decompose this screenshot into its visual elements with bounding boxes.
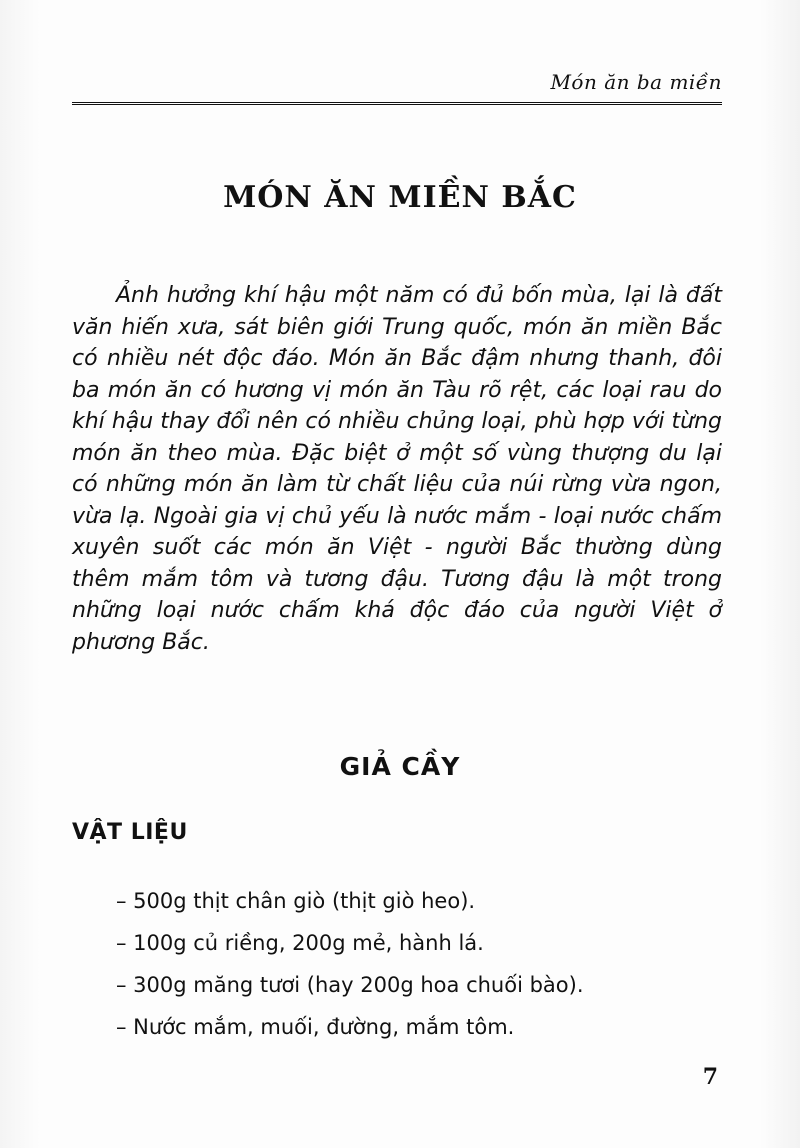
- chapter-title: MÓN ĂN MIỀN BẮC: [223, 180, 577, 215]
- ingredient-item: – 500g thịt chân giò (thịt giò heo).: [116, 889, 476, 913]
- running-header: Món ăn ba miền: [550, 70, 722, 94]
- ingredients-list: [116, 880, 584, 1048]
- ingredient-item: – Nước mắm, muối, đường, mắm tôm.: [116, 1015, 515, 1039]
- ingredient-item: – 100g củ riềng, 200g mẻ, hành lá.: [116, 931, 484, 955]
- recipe-title: GIẢ CẦY: [339, 752, 461, 781]
- ingredients-heading: VẬT LIỆU: [72, 820, 188, 845]
- header-rule: [72, 102, 722, 105]
- intro-paragraph: Ảnh hưởng khí hậu một năm có đủ bốn mùa, lại là đất văn hiến xưa, sát biên giới Trung quốc, món ăn miền Bắc có nhiều nét độc đáo. Món ăn Bắc đậm nhưng thanh, đôi ba món ăn có hương vị món ăn Tàu rõ rệt, các loại rau do khí hậu thay đổi nên có nhiều chủng loại, phù hợp với từng món ăn theo mùa. Đặc biệt ở một số vùng thượng du lại có những món ăn làm từ chất liệu của núi rừng vừa ngon, vừa lạ. Ngoài gia vị chủ yếu là nước mắm - loại nước chấm xuyên suốt các món ăn Việt - người Bắc thường dùng thêm mắm tôm và tương đậu. Tương đậu là một trong những loại nước chấm khá độc đáo của người Việt ở phương Bắc.: [72, 283, 722, 655]
- ingredient-item: – 300g măng tươi (hay 200g hoa chuối bào).: [116, 973, 584, 997]
- page-number: 7: [702, 1064, 718, 1090]
